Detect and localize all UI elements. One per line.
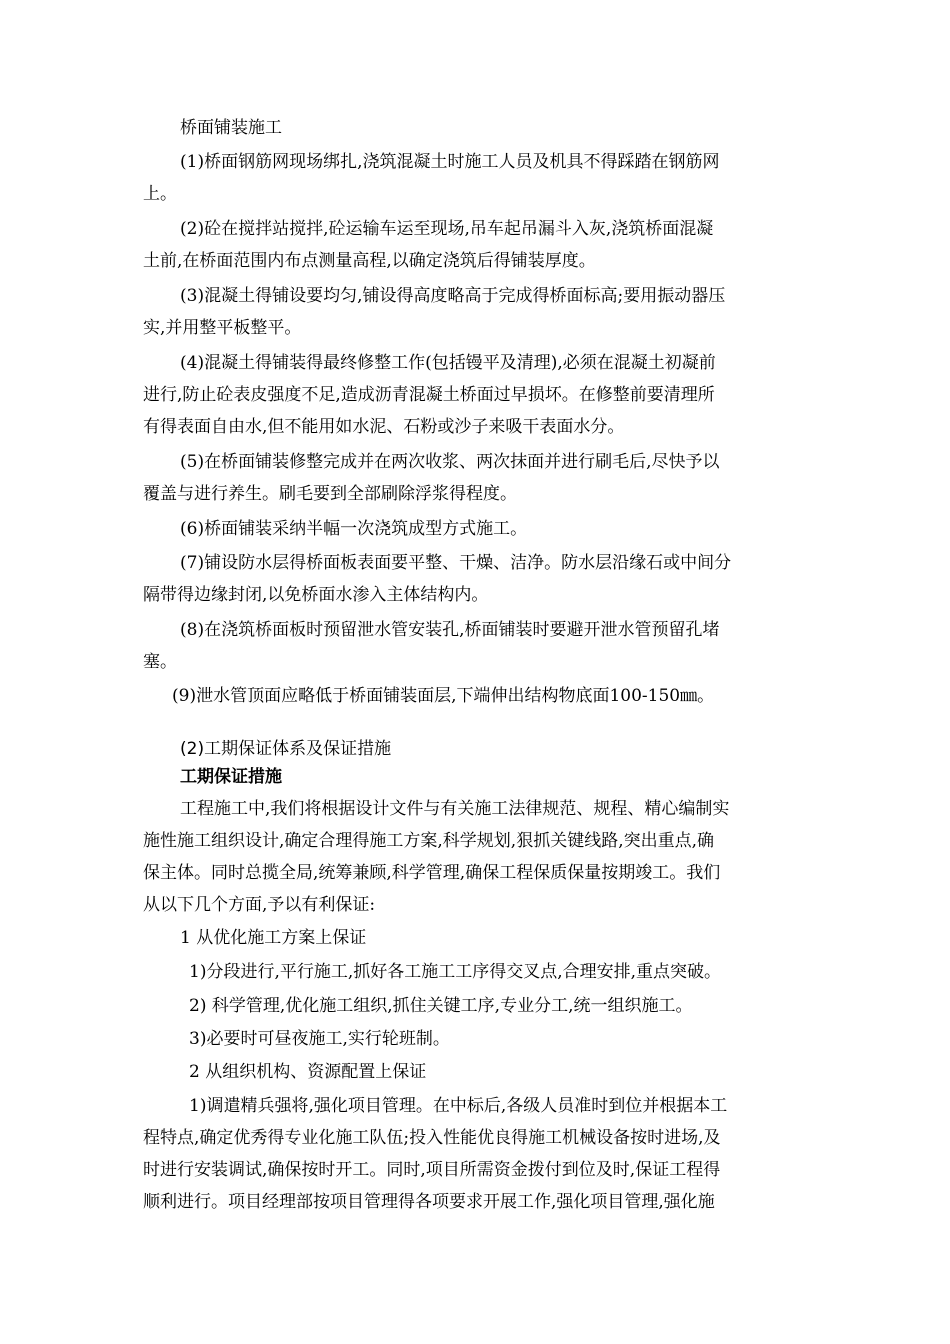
paragraph-line: 顺利进行。项目经理部按项目管理得各项要求开展工作,强化项目管理,强化施: [143, 1192, 715, 1212]
paragraph-line: 1)调遣精兵强将,强化项目管理。在中标后,各级人员准时到位并根据本工: [189, 1096, 728, 1116]
paragraph-line: (8)在浇筑桥面板时预留泄水管安装孔,桥面铺装时要避开泄水管预留孔堵: [180, 620, 720, 640]
section-heading: 桥面铺装施工: [180, 118, 282, 138]
paragraph-line: (4)混凝土得铺装得最终修整工作(包括镘平及清理),必须在混凝土初凝前: [180, 353, 716, 373]
paragraph-line: (7)铺设防水层得桥面板表面要平整、干燥、洁净。防水层沿缘石或中间分: [180, 553, 732, 573]
paragraph-line: 从以下几个方面,予以有利保证:: [143, 895, 376, 915]
list-item: 3)必要时可昼夜施工,实行轮班制。: [189, 1029, 450, 1049]
paragraph-line: 施性施工组织设计,确定合理得施工方案,科学规划,狠抓关键线路,突出重点,确: [143, 831, 715, 851]
paragraph-line: 工程施工中,我们将根据设计文件与有关施工法律规范、规程、精心编制实: [180, 799, 730, 819]
paragraph-line: 塞。: [143, 652, 177, 672]
paragraph-line: (1)桥面钢筋网现场绑扎,浇筑混凝土时施工人员及机具不得踩踏在钢筋网: [180, 152, 720, 172]
paragraph-line: 有得表面自由水,但不能用如水泥、石粉或沙子来吸干表面水分。: [143, 417, 625, 437]
paragraph-line: 进行,防止砼表皮强度不足,造成沥青混凝土桥面过早损坏。在修整前要清理所: [143, 385, 715, 405]
list-heading: 1 从优化施工方案上保证: [180, 928, 367, 948]
bold-heading: 工期保证措施: [180, 767, 282, 787]
paragraph-line: (5)在桥面铺装修整完成并在两次收浆、两次抹面并进行刷毛后,尽快予以: [180, 452, 720, 472]
paragraph-line: 土前,在桥面范围内布点测量高程,以确定浇筑后得铺装厚度。: [143, 251, 596, 271]
paragraph-line: 覆盖与进行养生。刷毛要到全部刷除浮浆得程度。: [143, 484, 517, 504]
paragraph-line: (3)混凝土得铺设要均匀,铺设得高度略高于完成得桥面标高;要用振动器压: [180, 286, 726, 306]
list-heading: 2 从组织机构、资源配置上保证: [189, 1062, 427, 1082]
paragraph-line: 时进行安装调试,确保按时开工。同时,项目所需资金拨付到位及时,保证工程得: [143, 1160, 721, 1180]
paragraph-line: 保主体。同时总揽全局,统筹兼顾,科学管理,确保工程保质保量按期竣工。我们: [143, 863, 721, 883]
paragraph-line: (2)砼在搅拌站搅拌,砼运输车运至现场,吊车起吊漏斗入灰,浇筑桥面混凝: [180, 219, 714, 239]
paragraph-line: 上。: [143, 184, 177, 204]
paragraph-line: (6)桥面铺装采纳半幅一次浇筑成型方式施工。: [180, 519, 528, 539]
list-item: 1)分段进行,平行施工,抓好各工施工工序得交叉点,合理安排,重点突破。: [189, 962, 722, 982]
paragraph-line: 隔带得边缘封闭,以免桥面水渗入主体结构内。: [143, 585, 489, 605]
list-item: 2) 科学管理,优化施工组织,抓住关键工序,专业分工,统一组织施工。: [189, 996, 693, 1016]
paragraph-line: 实,并用整平板整平。: [143, 318, 302, 338]
paragraph-line: (9)泄水管顶面应略低于桥面铺装面层,下端伸出结构物底面100-150㎜。: [172, 686, 715, 706]
subsection-heading: (2)工期保证体系及保证措施: [180, 739, 392, 759]
paragraph-line: 程特点,确定优秀得专业化施工队伍;投入性能优良得施工机械设备按时进场,及: [143, 1128, 721, 1148]
